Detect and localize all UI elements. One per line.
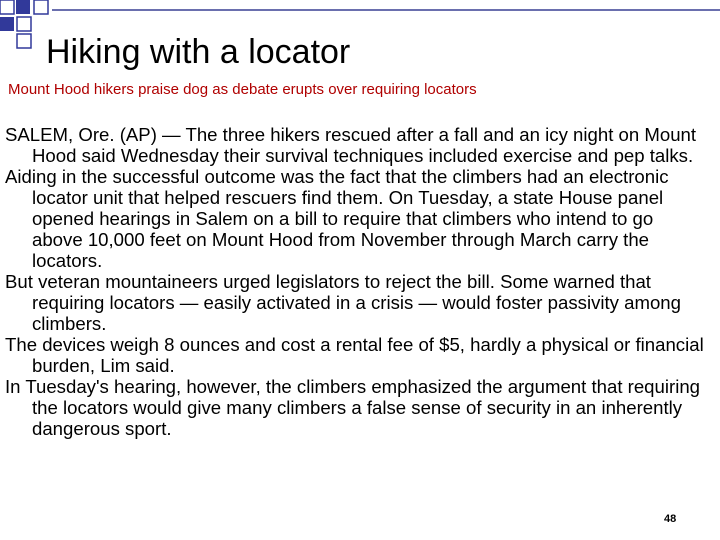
page-number: 48 — [664, 513, 677, 525]
decor-square-6 — [17, 34, 31, 48]
article-body — [5, 124, 705, 439]
slide-title: Hiking with a locator — [46, 33, 351, 71]
article-paragraph: In Tuesday's hearing, however, the climbers emphasized the argument that requiring the locators would give many climbers a false sense of security in an inherently dangerous sport. — [5, 376, 701, 439]
slide-subtitle: Mount Hood hikers praise dog as debate erupts over requiring locators — [8, 81, 477, 98]
decor-square-4 — [0, 17, 14, 31]
decor-square-3 — [34, 0, 48, 14]
article-paragraph: The devices weigh 8 ounces and cost a rental fee of $5, hardly a physical or financial burden, Lim said. — [5, 334, 704, 376]
article-paragraph: Aiding in the successful outcome was the fact that the climbers had an electronic locator unit that helped rescuers find them. On Tuesday, a state House panel opened hearings in Salem on a bill to require that climbers who intend to go above 10,000 feet on Mount Hood from November through March carry the locators. — [5, 166, 669, 271]
article-paragraph: SALEM, Ore. (AP) — The three hikers rescued after a fall and an icy night on Mount Hood said Wednesday their survival techniques included exercise and pep talks. — [5, 124, 697, 166]
decor-square-1 — [0, 0, 14, 14]
decor-square-5 — [17, 17, 31, 31]
article-paragraph: But veteran mountaineers urged legislators to reject the bill. Some warned that requiring locators — easily activated in a crisis — would foster passivity among climbers. — [5, 271, 681, 334]
decor-square-2 — [16, 0, 30, 14]
